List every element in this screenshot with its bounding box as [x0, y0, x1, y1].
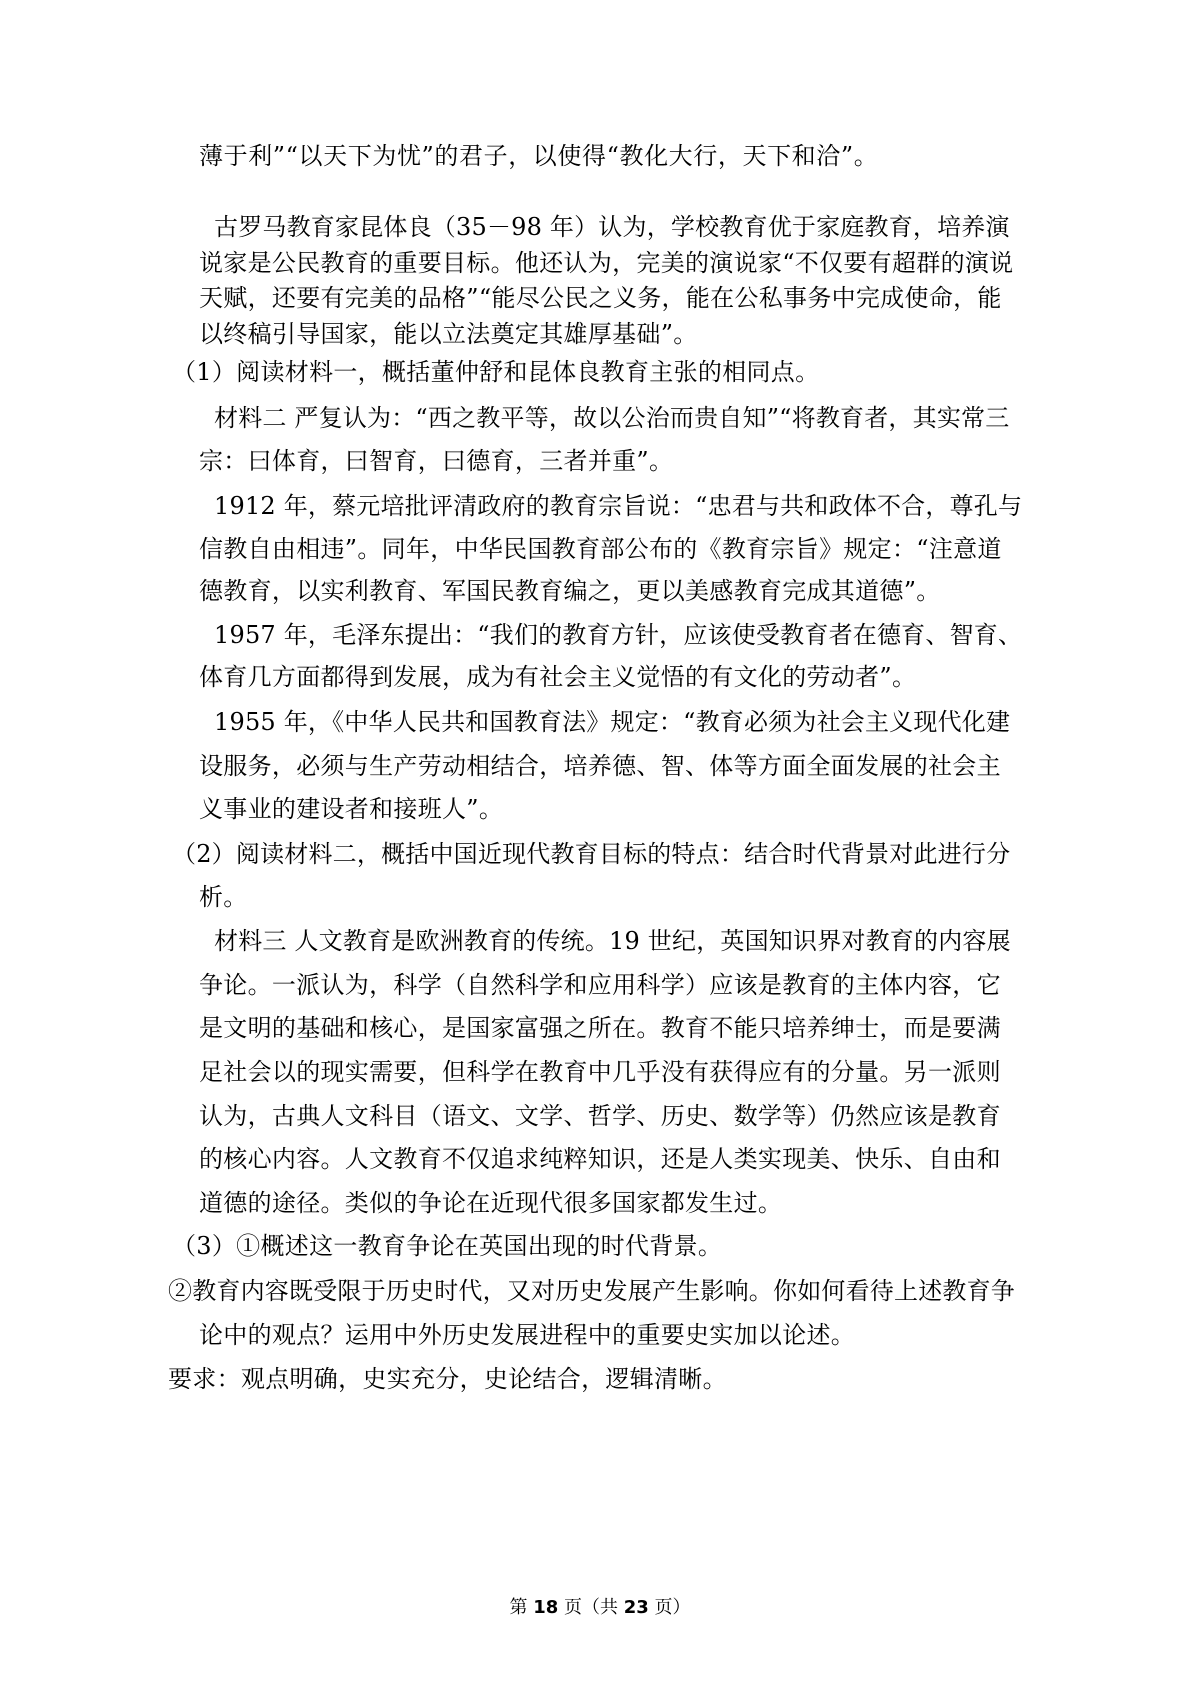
- text-line: 德教育，以实利教育、军国民教育编之，更以美感教育完成其道德”。: [199, 577, 941, 605]
- text-line: 认为，古典人文科目（语文、文学、哲学、历史、数学等）仍然应该是教育: [199, 1102, 1001, 1130]
- text-line: 的核心内容。人文教育不仅追求纯粹知识，还是人类实现美、快乐、自由和: [199, 1145, 1001, 1173]
- text-line: ②教育内容既受限于历史时代，又对历史发展产生影响。你如何看待上述教育争: [168, 1277, 1015, 1305]
- requirements: 要求：观点明确，史实充分，史论结合，逻辑清晰。: [168, 1365, 727, 1393]
- text-line: 1912 年，蔡元培批评清政府的教育宗旨说：“忠君与共和政体不合，尊孔与: [214, 492, 1023, 520]
- text-line: 信教自由相违”。同年，中华民国教育部公布的《教育宗旨》规定：“注意道: [199, 535, 1002, 563]
- text-line: 义事业的建设者和接班人”。: [199, 795, 504, 823]
- text-line: 论中的观点？运用中外历史发展进程中的重要史实加以论述。: [199, 1321, 856, 1349]
- page-footer: [0, 1596, 1200, 1620]
- total-pages: 23: [623, 1597, 649, 1618]
- footer-suffix: 页）: [654, 1597, 691, 1618]
- text-line: 争论。一派认为，科学（自然科学和应用科学）应该是教育的主体内容，它: [199, 971, 1001, 999]
- footer-mid: 页（共: [564, 1597, 618, 1618]
- text-line: 天赋，还要有完美的品格”“能尽公民之义务，能在公私事务中完成使命，能: [199, 284, 1002, 312]
- text-line: 1955 年，《中华人民共和国教育法》规定：“教育必须为社会主义现代化建: [214, 708, 1011, 736]
- text-line: 体育几方面都得到发展，成为有社会主义觉悟的有文化的劳动者”。: [199, 663, 917, 691]
- text-line: 1957 年，毛泽东提出：“我们的教育方针，应该使受教育者在德育、智育、: [214, 621, 1023, 649]
- text-line: 设服务，必须与生产劳动相结合，培养德、智、体等方面全面发展的社会主: [199, 752, 1001, 780]
- question-1: （1）阅读材料一，概括董仲舒和昆体良教育主张的相同点。: [172, 358, 820, 386]
- question-3: （3）①概述这一教育争论在英国出现的时代背景。: [172, 1232, 723, 1260]
- text-line: 宗：曰体育，曰智育，曰德育，三者并重”。: [199, 447, 674, 475]
- footer-prefix: 第: [509, 1597, 528, 1618]
- text-line: 薄于利”“以天下为忧”的君子，以使得“教化大行，天下和洽”。: [199, 142, 879, 170]
- text-line: 以终稿引导国家，能以立法奠定其雄厚基础”。: [199, 320, 698, 348]
- text-line: 说家是公民教育的重要目标。他还认为，完美的演说家“不仅要有超群的演说: [199, 249, 1014, 277]
- text-line: 足社会以的现实需要，但科学在教育中几乎没有获得应有的分量。另一派则: [199, 1058, 1001, 1086]
- text-line: 材料二 严复认为：“西之教平等，故以公治而贵自知”“将教育者，其实常三: [214, 404, 1010, 432]
- page-number: 18: [533, 1597, 559, 1618]
- text-line: 析。: [199, 883, 248, 911]
- text-line: 道德的途径。类似的争论在近现代很多国家都发生过。: [199, 1189, 783, 1217]
- text-line: 是文明的基础和核心，是国家富强之所在。教育不能只培养绅士，而是要满: [199, 1014, 1001, 1042]
- text-line: 材料三 人文教育是欧洲教育的传统。19 世纪，英国知识界对教育的内容展: [214, 927, 1011, 955]
- text-line: 古罗马教育家昆体良（35－98 年）认为，学校教育优于家庭教育，培养演: [214, 213, 1010, 241]
- question-2: （2）阅读材料二，概括中国近现代教育目标的特点：结合时代背景对此进行分: [172, 840, 1011, 868]
